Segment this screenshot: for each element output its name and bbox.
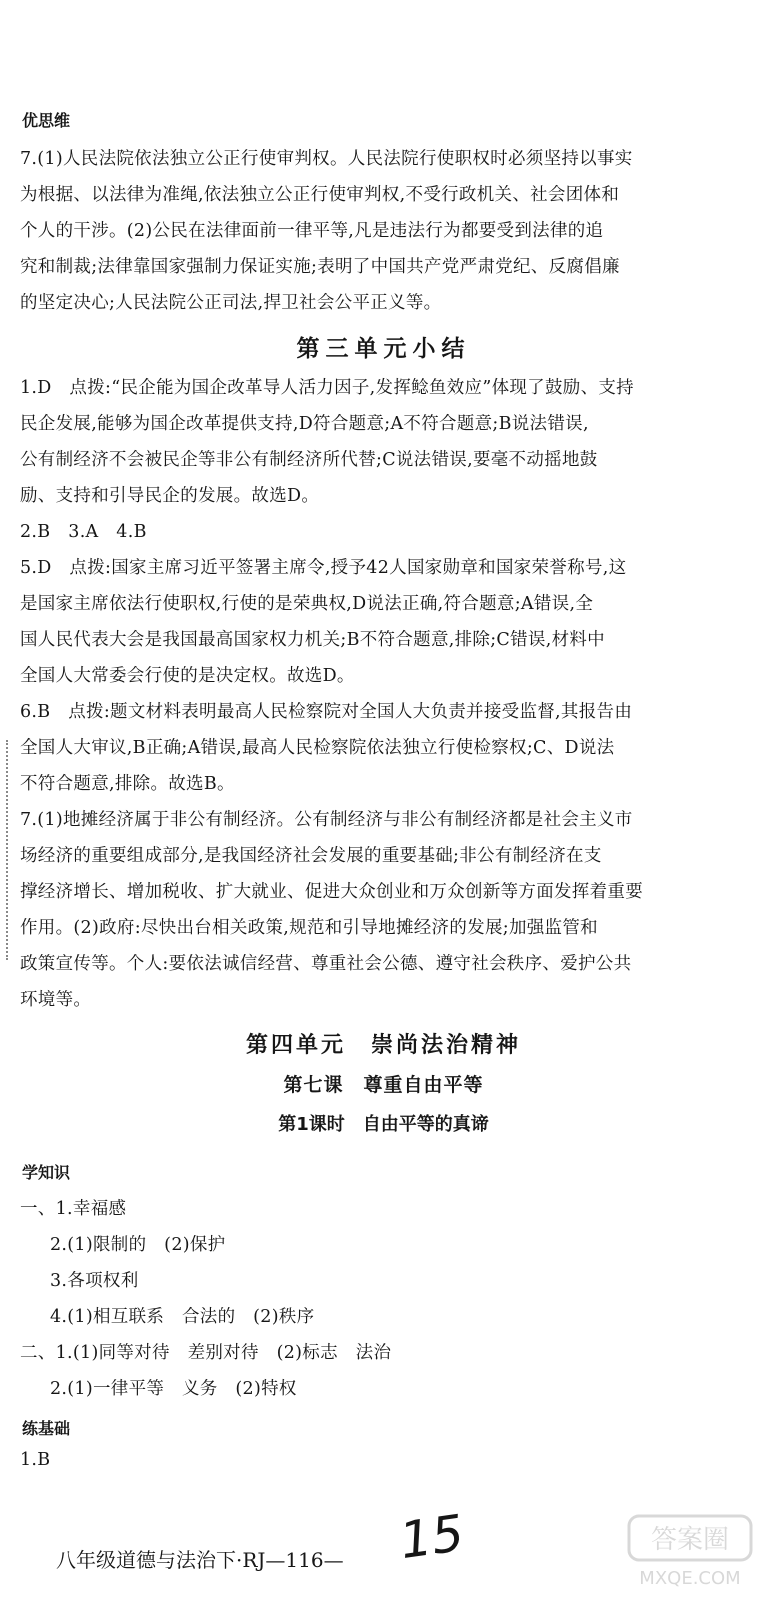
section-heading-lian-jichu: 练基础 (22, 1419, 71, 1438)
svg-text:答案圈: 答案圈 (650, 1525, 730, 1555)
svg-text:MXQE.COM: MXQE.COM (639, 1568, 741, 1589)
text-line: 作用。(2)政府:尽快出台相关政策,规范和引导地摊经济的发展;加强监管和 (20, 918, 598, 938)
text-line: 环境等。 (20, 990, 92, 1010)
text-line: 7.(1)地摊经济属于非公有制经济。公有制经济与非公有制经济都是社会主义市 (20, 810, 633, 830)
text-line: 6.B 点拨:题文材料表明最高人民检察院对全国人大负责并接受监督,其报告由 (20, 702, 633, 722)
margin-dotted-line (6, 740, 8, 960)
text-line: 励、支持和引导民企的发展。故选D。 (20, 486, 320, 506)
period-title: 第1课时 自由平等的真谛 (278, 1114, 489, 1135)
watermark-logo (625, 1510, 755, 1590)
text-line: 国人民代表大会是我国最高国家权力机关;B不符合题意,排除;C错误,材料中 (20, 630, 605, 650)
text-line: 为根据、以法律为准绳,依法独立公正行使审判权,不受行政机关、社会团体和 (20, 185, 620, 205)
text-line: 公有制经济不会被民企等非公有制经济所代替;C说法错误,要毫不动摇地鼓 (20, 450, 598, 470)
section-heading-xue-zhishi: 学知识 (22, 1163, 71, 1182)
lesson-title: 第七课 尊重自由平等 (283, 1074, 484, 1096)
answer-line: 1.B (20, 1450, 51, 1470)
text-line: 全国人大审议,B正确;A错误,最高人民检察院依法独立行使检察权;C、D说法 (20, 738, 615, 758)
text-line: 是国家主席依法行使职权,行使的是荣典权,D说法正确,符合题意;A错误,全 (20, 594, 594, 614)
page-footer: 八年级道德与法治下·RJ—116— (56, 1548, 344, 1572)
text-line: 场经济的重要组成部分,是我国经济社会发展的重要基础;非公有制经济在支 (20, 846, 602, 866)
answer-line: 4.(1)相互联系 合法的 (2)秩序 (50, 1307, 315, 1327)
text-line: 个人的干涉。(2)公民在法律面前一律平等,凡是违法行为都要受到法律的追 (20, 221, 604, 241)
text-line: 不符合题意,排除。故选B。 (20, 774, 235, 794)
answer-line: 3.各项权利 (50, 1271, 139, 1291)
text-line: 2.B 3.A 4.B (20, 522, 147, 542)
text-line: 撑经济增长、增加税收、扩大就业、促进大众创业和万众创新等方面发挥着重要 (20, 882, 643, 902)
text-line: 政策宣传等。个人:要依法诚信经营、尊重社会公德、遵守社会秩序、爱护公共 (20, 954, 632, 974)
answer-line: 二、1.(1)同等对待 差别对待 (2)标志 法治 (20, 1343, 392, 1363)
unit-4-title: 第四单元 崇尚法治精神 (245, 1032, 521, 1058)
answer-line: 2.(1)一律平等 义务 (2)特权 (50, 1379, 297, 1399)
text-line: 民企发展,能够为国企改革提供支持,D符合题意;A不符合题意;B说法错误, (20, 414, 589, 434)
text-line: 7.(1)人民法院依法独立公正行使审判权。人民法院行使职权时必须坚持以事实 (20, 149, 633, 169)
unit-3-summary-title: 第三单元小结 (296, 335, 471, 362)
answer-line: 2.(1)限制的 (2)保护 (50, 1235, 226, 1255)
text-line: 全国人大常委会行使的是决定权。故选D。 (20, 666, 355, 686)
section-heading-you-siwei: 优思维 (22, 111, 71, 130)
answer-line: 一、1.幸福感 (20, 1199, 127, 1219)
text-line: 1.D 点拨:“民企能为国企改革导人活力因子,发挥鲶鱼效应”体现了鼓励、支持 (20, 378, 634, 398)
text-line: 的坚定决心;人民法院公正司法,捍卫社会公平正义等。 (20, 293, 442, 313)
text-line: 究和制裁;法律靠国家强制力保证实施;表明了中国共产党严肃党纪、反腐倡廉 (20, 257, 620, 277)
handwritten-page-number: 15 (396, 1503, 468, 1571)
text-line: 5.D 点拨:国家主席习近平签署主席令,授予42人国家勋章和国家荣誉称号,这 (20, 558, 627, 578)
